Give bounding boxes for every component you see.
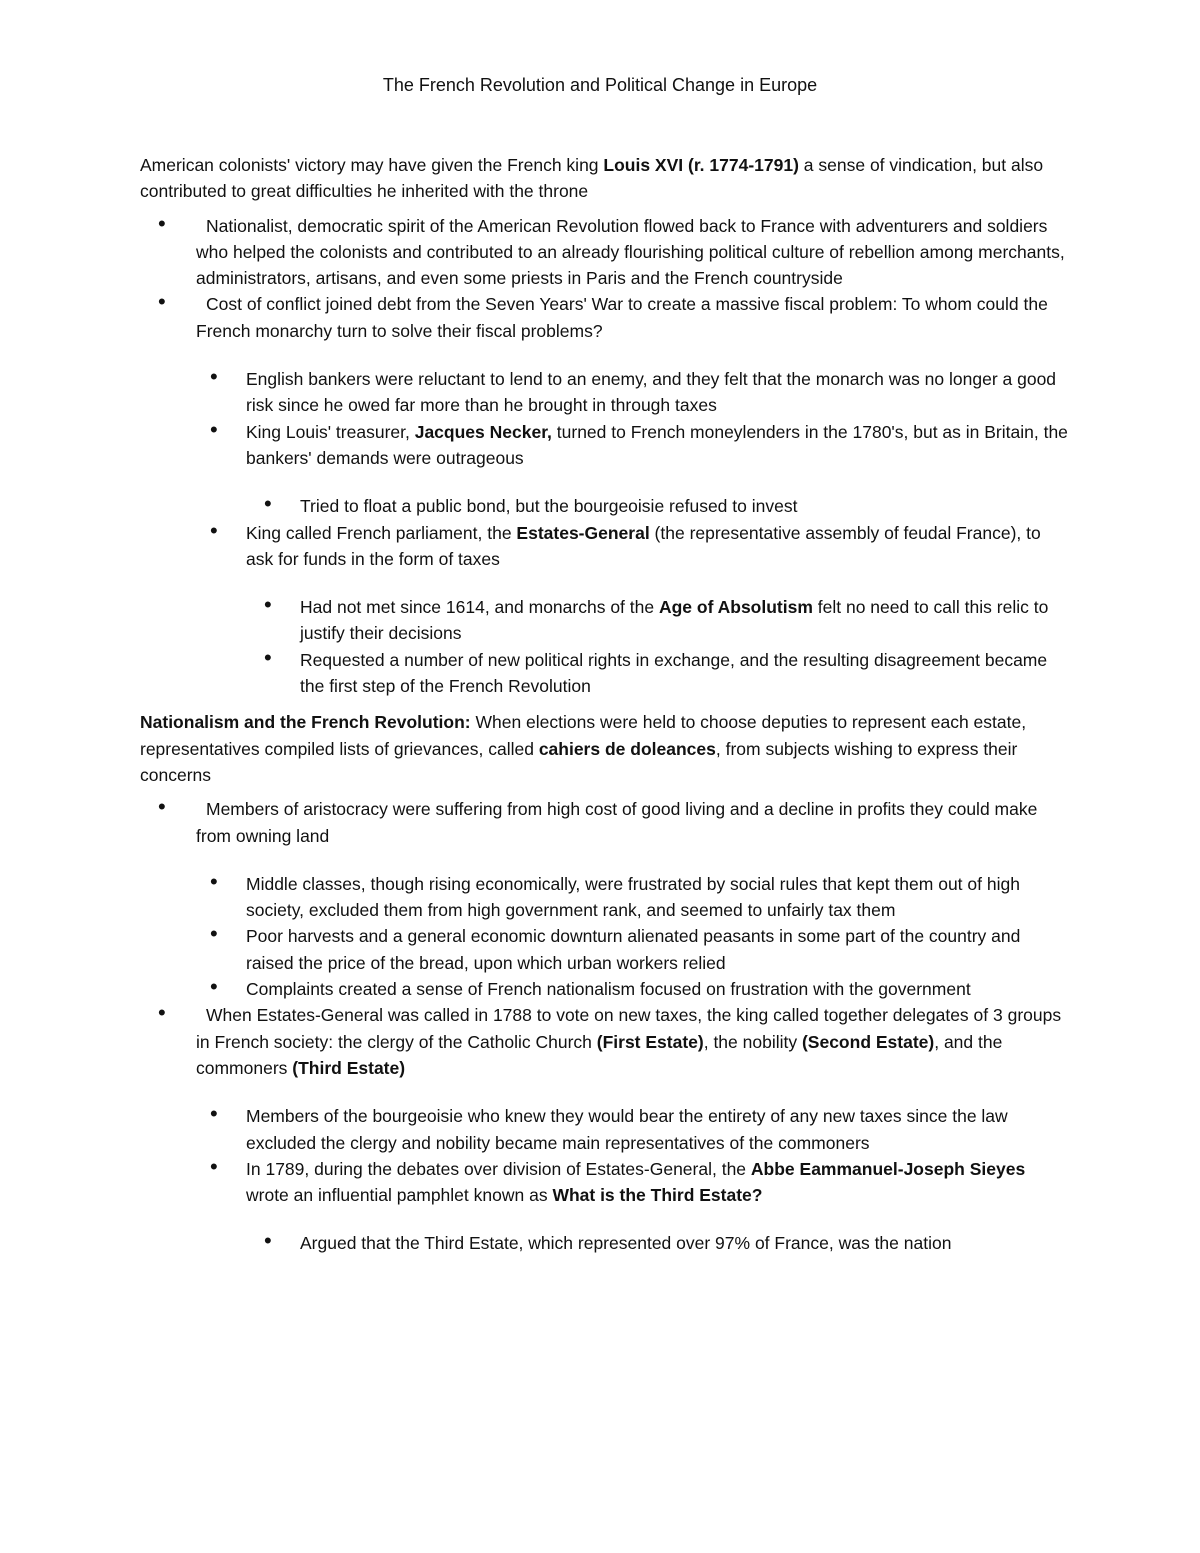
bullet-text: When Estates-General was called in 1788 to vote on new taxes, the king called together delegates of 3 groups in French society: the clergy of the Catholic Church bbox=[196, 1005, 1062, 1052]
list-item bbox=[140, 871, 1070, 924]
bullet-bold: (First Estate) bbox=[596, 1031, 704, 1052]
bullet-text: Requested a number of new political rights in exchange, and the resulting disagreement became the first step of the French Revolution bbox=[300, 649, 1048, 697]
document-body bbox=[140, 152, 1070, 1257]
bullet-text: Middle classes, though rising economically, were frustrated by social rules that kept them out of high society, excluded them from high government rank, and seemed to unfairly tax them bbox=[246, 873, 1020, 921]
paragraph-text: When elections were held to choose deputies to represent each estate, representatives compiled lists of grievances, called bbox=[140, 712, 1027, 759]
bullet-bold: Jacques Necker, bbox=[414, 421, 552, 442]
page-title: The French Revolution and Political Change in Europe bbox=[382, 75, 818, 95]
bullet-bold: Abbe Eammanuel-Joseph Sieyes bbox=[750, 1158, 1026, 1179]
list-item bbox=[140, 1156, 1070, 1209]
list-item bbox=[140, 419, 1070, 472]
bullet-text: Tried to float a public bond, but the bourgeoisie refused to invest bbox=[300, 496, 798, 517]
paragraph-bold: cahiers de doleances bbox=[538, 738, 716, 759]
intro-bold: Louis XVI (r. 1774-1791) bbox=[603, 155, 799, 175]
list-item bbox=[140, 594, 1070, 647]
list-item bbox=[140, 493, 1070, 519]
bullet-text: Poor harvests and a general economic downturn alienated peasants in some part of the country and raised the price of the bread, upon which urban workers relied bbox=[246, 926, 1021, 973]
bullet-bold: (Third Estate) bbox=[292, 1057, 406, 1078]
list-item bbox=[140, 923, 1070, 976]
bullet-text: Argued that the Third Estate, which represented over 97% of France, was the nation bbox=[300, 1233, 952, 1254]
bullet-text: • Cost of conflict joined debt from the Seven Years' War to create a massive fiscal problem: To whom could the French monarchy turn to solve their fiscal problems? bbox=[196, 294, 1048, 341]
bullet-text: King called French parliament, the bbox=[246, 522, 517, 543]
intro-text: American colonists' victory may have given the French king bbox=[140, 155, 604, 175]
list-item bbox=[140, 976, 1070, 1002]
paragraph-text: , from subjects wishing to express their concerns bbox=[140, 738, 1018, 785]
list-item bbox=[140, 1230, 1070, 1256]
bullet-text: wrote an influential pamphlet known as bbox=[246, 1185, 553, 1206]
list-item bbox=[140, 1103, 1070, 1156]
bullet-text: felt no need to call this relic to justify their decisions bbox=[300, 597, 1049, 644]
bullet-bold: (Second Estate) bbox=[801, 1031, 935, 1052]
list-item bbox=[140, 366, 1070, 419]
bullet-text: In 1789, during the debates over division of Estates-General, the bbox=[246, 1158, 751, 1179]
bullet-text: , and the commoners bbox=[196, 1031, 1003, 1078]
bullet-bold: What is the Third Estate? bbox=[552, 1185, 763, 1206]
section-paragraph bbox=[140, 709, 1070, 788]
bullet-text: English bankers were reluctant to lend to an enemy, and they felt that the monarch was no longer a good risk since he owed far more than he brought in through taxes bbox=[246, 369, 1057, 416]
bullet-text: • Members of aristocracy were suffering from high cost of good living and a decline in profits they could make from owning land bbox=[196, 799, 1038, 846]
bullet-text: , the nobility bbox=[703, 1031, 802, 1052]
intro-text-end: a sense of vindication, but also contributed to great difficulties he inherited with the throne bbox=[140, 155, 1044, 202]
bullet-text: • Nationalist, democratic spirit of the American Revolution flowed back to France with adventurers and soldiers who helped the colonists and contributed to an already flourishing political culture of rebellion among merchants, administrators, artisans, and even some priests in Paris and the French countryside bbox=[196, 215, 1065, 289]
bullet-bold: Estates-General bbox=[516, 522, 650, 543]
intro-paragraph bbox=[140, 152, 1070, 205]
list-item bbox=[140, 520, 1070, 573]
bullet-text: Had not met since 1614, and monarchs of the bbox=[300, 597, 659, 618]
list-item bbox=[140, 647, 1070, 700]
bullet-text-wrap bbox=[196, 1002, 1070, 1081]
bullet-text: (the representative assembly of feudal France), to ask for funds in the form of taxes bbox=[246, 522, 1041, 569]
list-item bbox=[140, 213, 1070, 292]
section-heading: Nationalism and the French Revolution: bbox=[140, 712, 471, 733]
bullet-bold: Age of Absolutism bbox=[658, 597, 813, 618]
list-item bbox=[140, 1002, 1070, 1081]
list-item bbox=[140, 796, 1070, 849]
bullet-text: King Louis' treasurer, bbox=[246, 421, 415, 442]
bullet-text: Complaints created a sense of French nationalism focused on frustration with the government bbox=[246, 979, 971, 1000]
list-item bbox=[140, 291, 1070, 344]
bullet-text: turned to French moneylenders in the 1780's, but as in Britain, the bankers' demands were outrageous bbox=[246, 421, 1068, 468]
bullet-text: Members of the bourgeoisie who knew they would bear the entirety of any new taxes since the law excluded the clergy and nobility became main representatives of the commoners bbox=[246, 1106, 1008, 1153]
